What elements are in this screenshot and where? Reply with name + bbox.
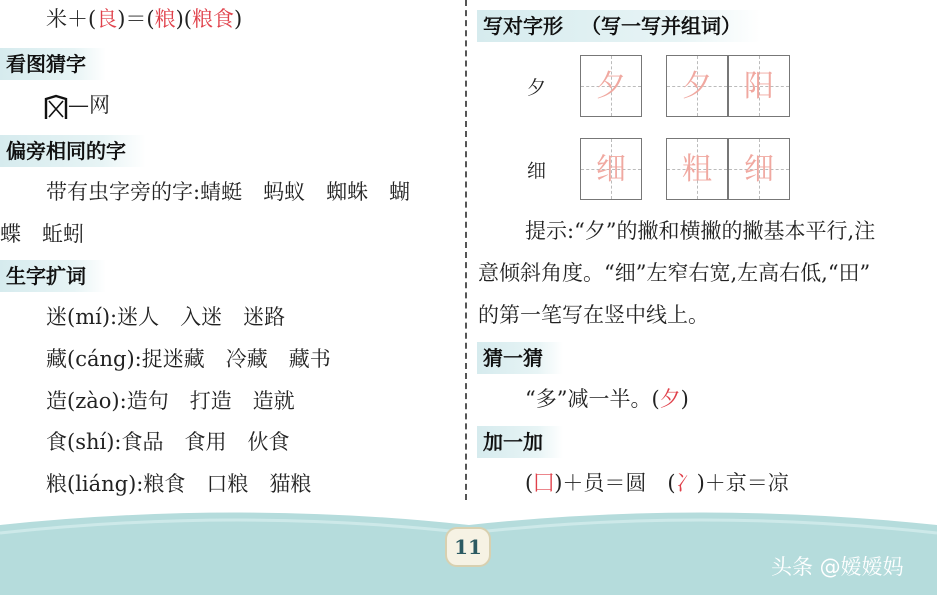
add-text: )＋京＝凉 <box>696 471 789 495</box>
add-answer: 囗 <box>533 471 555 495</box>
word-line: 迷(mí):迷人 入迷 迷路 <box>46 305 286 329</box>
trace-char: 夕 <box>596 69 626 104</box>
answer-text: —网 <box>68 93 110 117</box>
trace-char: 粗 <box>682 152 712 187</box>
page-number-badge: 11 <box>445 527 491 567</box>
riddle-answer: 夕 <box>659 387 681 411</box>
section-header-riddle: 猜一猜 <box>477 342 563 374</box>
section-header-add: 加一加 <box>477 426 563 458</box>
word-line: 造(zào):造句 打造 造就 <box>46 389 295 413</box>
section-header-word-expansion: 生字扩词 <box>0 260 106 292</box>
trace-char: 阳 <box>744 69 774 104</box>
rice-equation <box>46 4 242 34</box>
grid-row-label: 夕 <box>527 77 547 99</box>
tip-line-2: 意倾斜角度。“细”左窄右宽,左高右低,“田” <box>478 261 871 285</box>
watermark: 头条 @嫒嫒妈 <box>771 555 904 579</box>
eq-answer: 粮 <box>154 7 176 31</box>
word-line: 食(shí):食品 食用 伙食 <box>46 430 290 454</box>
tian-grid-cell <box>580 138 642 200</box>
section-header-guess-picture: 看图猜字 <box>0 48 106 80</box>
section-header-same-radical: 偏旁相同的字 <box>0 135 146 167</box>
grid-row-label: 细 <box>527 160 547 182</box>
trace-char: 细 <box>596 152 626 187</box>
riddle-question: “多”减一半。( <box>525 387 660 411</box>
eq-text: )( <box>175 7 192 31</box>
section-header-write-shape <box>477 10 761 42</box>
tian-grid-cell <box>666 138 728 200</box>
eq-text: ) <box>233 7 243 31</box>
eq-answer: 良 <box>96 7 118 31</box>
tian-grid-cell <box>580 55 642 117</box>
eq-text: )＝( <box>117 7 155 31</box>
eq-text: 米＋( <box>46 7 97 31</box>
guess-picture-answer <box>44 90 110 120</box>
radical-line-1: 带有虫字旁的字:蜻蜓 蚂蚁 蜘蛛 蝴 <box>46 180 411 204</box>
tip-line-3: 的第一笔写在竖中线上。 <box>478 303 709 327</box>
section-subtitle: （写一写并组词） <box>581 14 741 38</box>
eq-answer: 粮食 <box>191 7 234 31</box>
net-pictogram-icon <box>44 94 68 120</box>
trace-char: 细 <box>744 152 774 187</box>
tip-line-1: 提示:“夕”的撇和横撇的撇基本平行,注 <box>525 219 876 243</box>
riddle-line <box>525 384 689 414</box>
column-divider <box>465 0 467 500</box>
word-line: 藏(cáng):捉迷藏 冷藏 藏书 <box>46 347 331 371</box>
add-text: ( <box>525 471 534 495</box>
word-line: 粮(liáng):粮食 口粮 猫粮 <box>46 472 312 496</box>
add-answer: 冫 <box>675 471 697 495</box>
trace-char: 夕 <box>682 69 712 104</box>
tian-grid-cell <box>666 55 728 117</box>
add-line <box>525 468 789 498</box>
tian-grid-cell <box>728 55 790 117</box>
radical-line-2: 蝶 蚯蚓 <box>0 222 84 246</box>
tian-grid-cell <box>728 138 790 200</box>
riddle-close: ) <box>680 387 689 411</box>
add-text: )＋员＝圆 ( <box>554 471 676 495</box>
section-title: 写对字形 <box>483 14 563 38</box>
